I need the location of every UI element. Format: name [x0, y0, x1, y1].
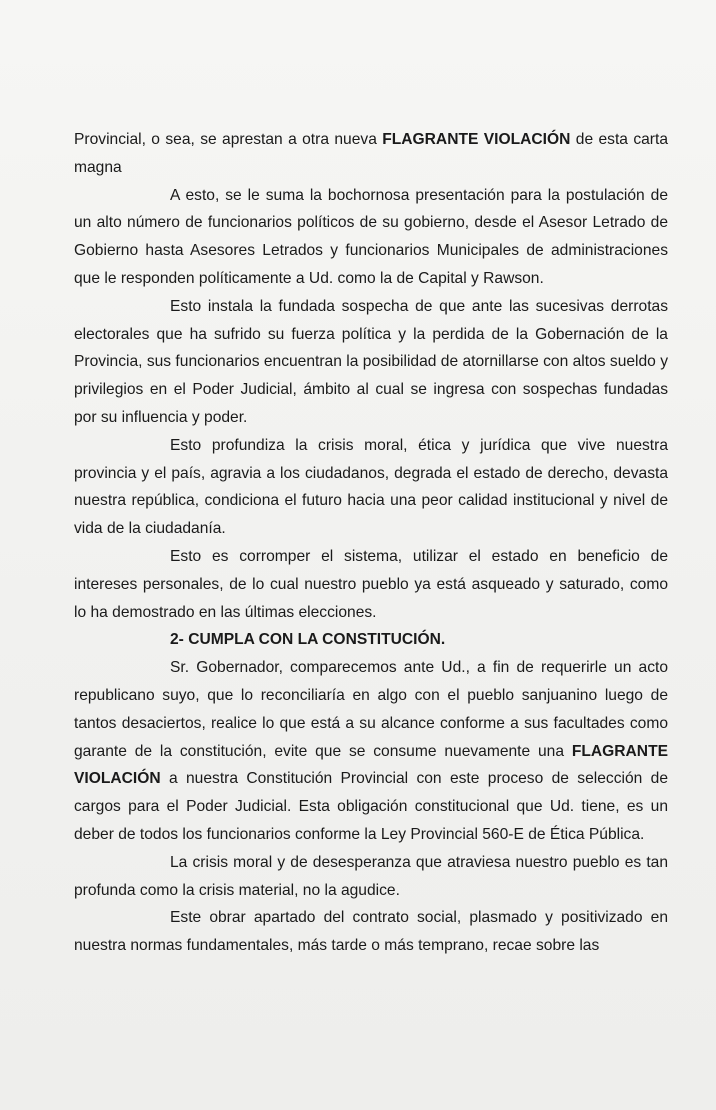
text-segment: de esta carta magna [74, 131, 669, 176]
heading-text: 2- CUMPLA CON LA CONSTITUCIÓN. [170, 631, 446, 649]
text-segment: Provincial, o sea, se aprestan a otra nueva [74, 131, 383, 148]
paragraph-4 [74, 432, 668, 543]
text-segment: a nuestra Constitución Provincial con este proceso de selección de cargos para el Poder Judicial. Esta obligación constitucional que Ud. tiene, es un deber de todos los funcionarios conforme la Ley Provincial 560-E de Ética Pública. [74, 770, 668, 843]
bold-text-segment: FLAGRANTE VIOLACIÓN [74, 742, 668, 788]
section-heading [74, 626, 668, 654]
paragraph-7 [74, 849, 668, 905]
text-segment: La crisis moral y de desesperanza que atraviesa nuestro pueblo es tan profunda como la crisis material, no la agudice. [74, 853, 668, 899]
paragraph-8 [74, 904, 668, 960]
paragraph-6 [74, 654, 668, 849]
bold-text-segment: FLAGRANTE VIOLACIÓN [382, 131, 571, 148]
paragraph-1 [74, 126, 668, 182]
text-segment: A esto, se le suma la bochornosa presentación para la postulación de un alto número de funcionarios políticos de su gobierno, desde el Asesor Letrado de Gobierno hasta Asesores Letrados y funcionarios Municipales de administraciones que le responden políticamente a Ud. como la de Capital y Rawson. [74, 186, 668, 287]
paragraph-5 [74, 543, 668, 626]
paragraph-3 [74, 293, 668, 432]
document-body [74, 126, 668, 960]
paragraph-2 [74, 182, 668, 293]
text-segment: Sr. Gobernador, comparecemos ante Ud., a fin de requerirle un acto republicano suyo, que lo reconciliaría en algo con el pueblo sanjuanino luego de tantos desaciertos, realice lo que está a su alcance conforme a sus facultades como garante de la constitución, evite que se consume nuevamente una [74, 659, 668, 760]
text-segment: Esto profundiza la crisis moral, ética y jurídica que vive nuestra provincia y el país, agravia a los ciudadanos, degrada el estado de derecho, devasta nuestra república, condiciona el futuro hacia una peor calidad institucional y nivel de vida de la ciudadanía. [74, 436, 668, 538]
text-segment: Esto es corromper el sistema, utilizar el estado en beneficio de intereses personales, de lo cual nuestro pueblo ya está asqueado y saturado, como lo ha demostrado en las últimas elecciones. [74, 547, 668, 621]
text-segment: Este obrar apartado del contrato social, plasmado y positivizado en nuestra normas fundamentales, más tarde o más temprano, recae sobre las [74, 909, 668, 955]
text-segment: Esto instala la fundada sospecha de que ante las sucesivas derrotas electorales que ha sufrido su fuerza política y la perdida de la Gobernación de la Provincia, sus funcionarios encuentran la posibilidad de atornillarse con altos sueldo y privilegios en el Poder Judicial, ámbito al cual se ingresa con sospechas fundadas por su influencia y poder. [74, 297, 668, 426]
